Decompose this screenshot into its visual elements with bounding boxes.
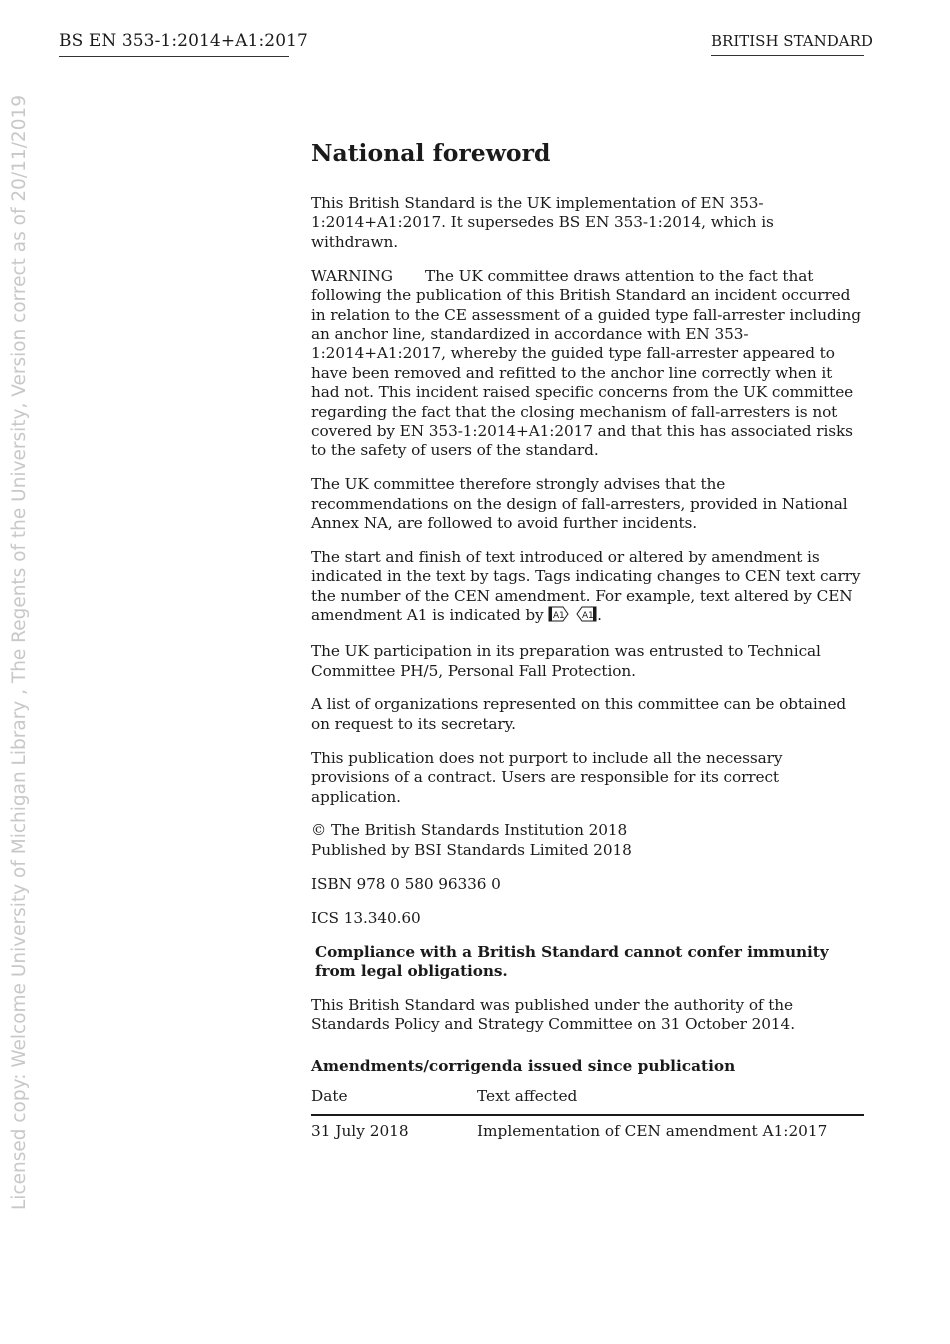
amendment-tags-paragraph bbox=[311, 548, 864, 628]
copyright-line: © The British Standards Institution 2018 bbox=[311, 821, 628, 840]
national-foreword bbox=[311, 138, 864, 1141]
amendment-end-tag-icon bbox=[575, 606, 597, 627]
amendment-tags-text: The start and finish of text introduced or altered by amendment is indicated in the text by tags. Tags indicating changes to CEN text carry the number of the CEN amendment. For example, text altered by CEN amendment A1 is indicated by bbox=[311, 548, 861, 625]
amendments-table bbox=[311, 1087, 864, 1141]
advice-paragraph: The UK committee therefore strongly advises that the recommendations on the design of fall-arresters, provided in National Annex NA, are followed to avoid further incidents. bbox=[311, 475, 848, 533]
amendment-text-cell: Implementation of CEN amendment A1:2017 bbox=[477, 1121, 828, 1140]
table-row bbox=[311, 1115, 864, 1141]
warning-text: The UK committee draws attention to the fact that following the publication of this British Standard an incident occurred in relation to the CE assessment of a guided type fall-arrester including an anchor line, standardized in accordance with EN 353-1:2014+A1:2017, whereby the guided type fall-arrester appeared to have been removed and refitted to the anchor line correctly when it had not. This incident raised specific concerns from the UK committee regarding the fact that the closing mechanism of fall-arresters is not covered by EN 353-1:2014+A1:2017 and that this has associated risks to the safety of users of the standard. bbox=[311, 266, 861, 460]
amendments-title: Amendments/corrigenda issued since publication bbox=[311, 1056, 736, 1075]
authority-paragraph: This British Standard was published under the authority of the Standards Policy and Strategy Committee on 31 October 2014. bbox=[311, 995, 795, 1034]
organizations-paragraph: A list of organizations represented on this committee can be obtained on request to its secretary. bbox=[311, 695, 847, 733]
participation-paragraph: The UK participation in its preparation was entrusted to Technical Committee PH/5, Personal Fall Protection. bbox=[311, 642, 821, 680]
header-document-id: BS EN 353-1:2014+A1:2017 bbox=[59, 31, 289, 57]
amendments-header-date: Date bbox=[311, 1087, 477, 1114]
license-watermark: Licensed copy: Welcome University of Michigan Library , The Regents of the University, Version correct as of 20/11/2019 bbox=[9, 94, 30, 1210]
amendments-header-text-affected: Text affected bbox=[477, 1087, 864, 1114]
published-by-line: Published by BSI Standards Limited 2018 bbox=[311, 840, 632, 859]
page-title: National foreword bbox=[311, 139, 551, 167]
amendment-tags-end: . bbox=[597, 606, 602, 625]
amendment-start-tag-icon bbox=[548, 606, 570, 627]
amendment-date-cell: 31 July 2018 bbox=[311, 1121, 409, 1140]
amendment-end-tag-label: A1 bbox=[582, 611, 594, 622]
isbn-line: ISBN 978 0 580 96336 0 bbox=[311, 874, 501, 893]
amendments-header-row bbox=[311, 1087, 864, 1114]
implementation-paragraph: This British Standard is the UK implementation of EN 353-1:2014+A1:2017. It supersedes BS EN 353-1:2014, which is withdrawn. bbox=[311, 194, 774, 251]
amendment-start-tag-label: A1 bbox=[553, 611, 566, 622]
disclaimer-paragraph: This publication does not purport to include all the necessary provisions of a contract. Users are responsible for its correct application. bbox=[311, 748, 783, 806]
warning-paragraph bbox=[311, 267, 864, 461]
copyright-block bbox=[311, 821, 864, 860]
warning-label: WARNING bbox=[311, 266, 393, 285]
ics-line: ICS 13.340.60 bbox=[311, 908, 421, 927]
header-series-label: BRITISH STANDARD bbox=[711, 32, 864, 56]
compliance-statement: Compliance with a British Standard cannot confer immunity from legal obligations. bbox=[315, 942, 829, 980]
